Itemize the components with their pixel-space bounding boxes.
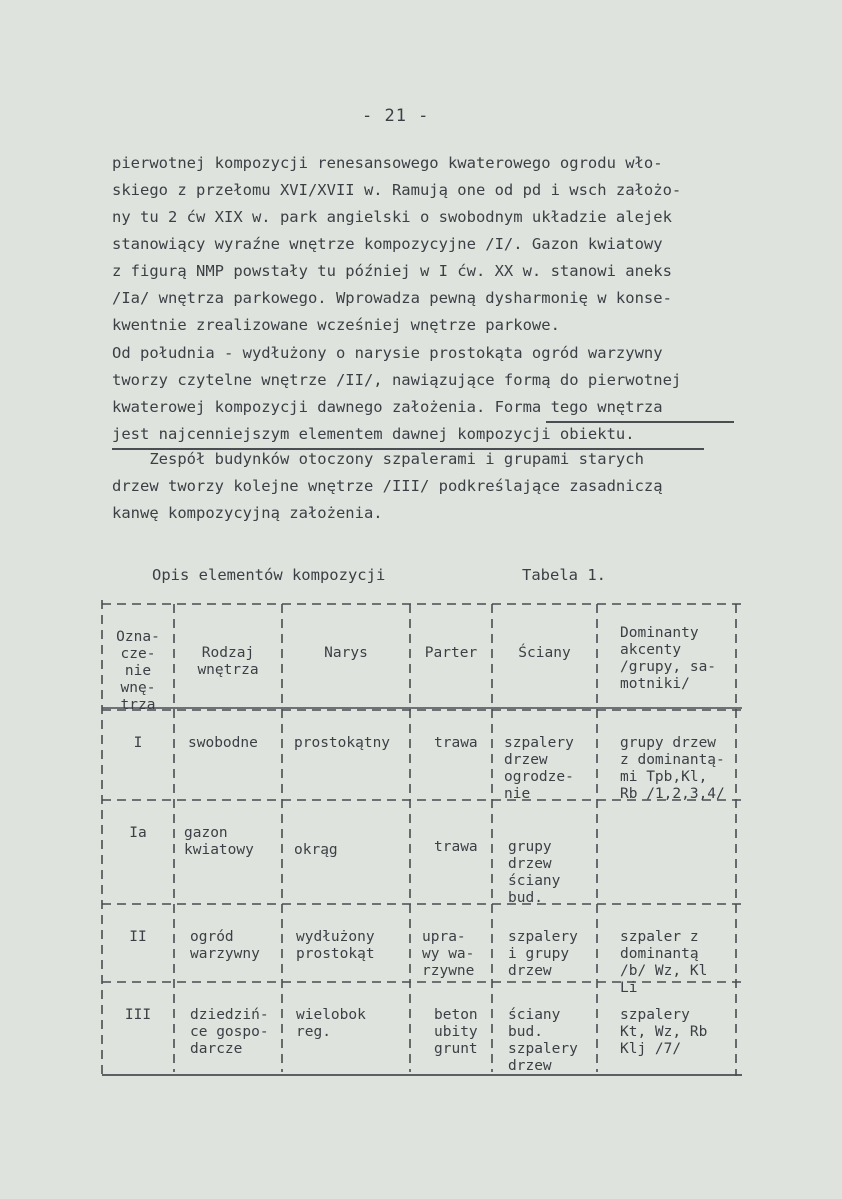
table-caption: Opis elementów kompozycji bbox=[152, 566, 386, 584]
table-number: Tabela 1. bbox=[522, 566, 606, 584]
header-sciany: Ściany bbox=[518, 644, 571, 661]
cell-row3-dominanty: szpaler z dominantą /b/ Wz, Kl Li bbox=[620, 928, 708, 996]
cell-row3-parter: upra- wy wa- rzywne bbox=[422, 928, 475, 979]
header-parter: Parter bbox=[424, 644, 478, 661]
cell-row4-sciany: ściany bud. szpalery drzew bbox=[508, 1006, 578, 1074]
cell-row4-narys: wielobok reg. bbox=[296, 1006, 366, 1040]
cell-row4-dominanty: szpalery Kt, Wz, Rb Klj /7/ bbox=[620, 1006, 708, 1057]
composition-table bbox=[100, 596, 744, 1082]
paragraph-3: Zespół budynków otoczony szpalerami i grupami starych drzew tworzy kolejne wnętrze /III/ podkreślające zasadniczą kanwę kompozycyjną założenia. bbox=[112, 450, 663, 522]
cell-row1-ozn: I bbox=[133, 734, 143, 751]
cell-row4-rodzaj: dziedziń- ce gospo- darcze bbox=[190, 1006, 269, 1057]
cell-row4-parter: beton ubity grunt bbox=[434, 1006, 478, 1057]
cell-row2-rodzaj: gazon kwiatowy bbox=[184, 824, 254, 858]
cell-row1-dominanty: grupy drzew z dominantą- mi Tpb,Kl, Rb /1,2,3,4/ bbox=[620, 734, 725, 802]
header-dominanty: Dominanty akcenty /grupy, sa- motniki/ bbox=[620, 624, 717, 692]
cell-row3-sciany: szpalery i grupy drzew bbox=[508, 928, 578, 979]
cell-row1-parter: trawa bbox=[434, 734, 478, 751]
paragraph-1: pierwotnej kompozycji renesansowego kwaterowego ogrodu wło- skiego z przełomu XVI/XVII w. Ramują one od pd i wsch założo- ny tu 2 ćw XIX w. park angielski o swobodnym układzie alejek stanowiący wyraźne wnętrze kompozycyjne /I/. Gazon kwiatowy z figurą NMP powstały tu później w I ćw. XX w. stanowi aneks /Ia/ wnętrza parkowego. Wprowadza pewną dysharmonię w konse- kwentnie zrealizowane wcześniej wnętrze parkowe. bbox=[112, 154, 682, 334]
page-number: - 21 - bbox=[362, 106, 430, 126]
cell-row3-ozn: II bbox=[129, 928, 147, 945]
header-rodzaj: Rodzaj wnętrza bbox=[197, 644, 259, 678]
cell-row2-ozn: Ia bbox=[129, 824, 147, 841]
cell-row2-parter: trawa bbox=[434, 838, 478, 855]
cell-row1-narys: prostokątny bbox=[294, 734, 391, 751]
header-oznaczenie: Ozna- cze- nie wnę- trza bbox=[116, 628, 160, 713]
cell-row2-narys: okrąg bbox=[294, 841, 338, 858]
cell-row1-rodzaj: swobodne bbox=[188, 734, 258, 751]
paragraph-2: Od południa - wydłużony o narysie prostokąta ogród warzywny tworzy czytelne wnętrze /II/, nawiązujące formą do pierwotnej kwaterowej kompozycji dawnego założenia. Forma tego wnętrza jest najcenniejszym elementem dawnej kompozycji obiektu. bbox=[112, 344, 682, 443]
underline-1 bbox=[546, 421, 734, 423]
cell-row1-sciany: szpalery drzew ogrodze- nie bbox=[504, 734, 574, 802]
cell-row3-narys: wydłużony prostokąt bbox=[296, 928, 375, 962]
cell-row4-ozn: III bbox=[124, 1006, 152, 1023]
cell-row3-rodzaj: ogród warzywny bbox=[190, 928, 260, 962]
cell-row2-sciany: grupy drzew ściany bud. bbox=[508, 838, 561, 906]
header-narys: Narys bbox=[324, 644, 368, 661]
